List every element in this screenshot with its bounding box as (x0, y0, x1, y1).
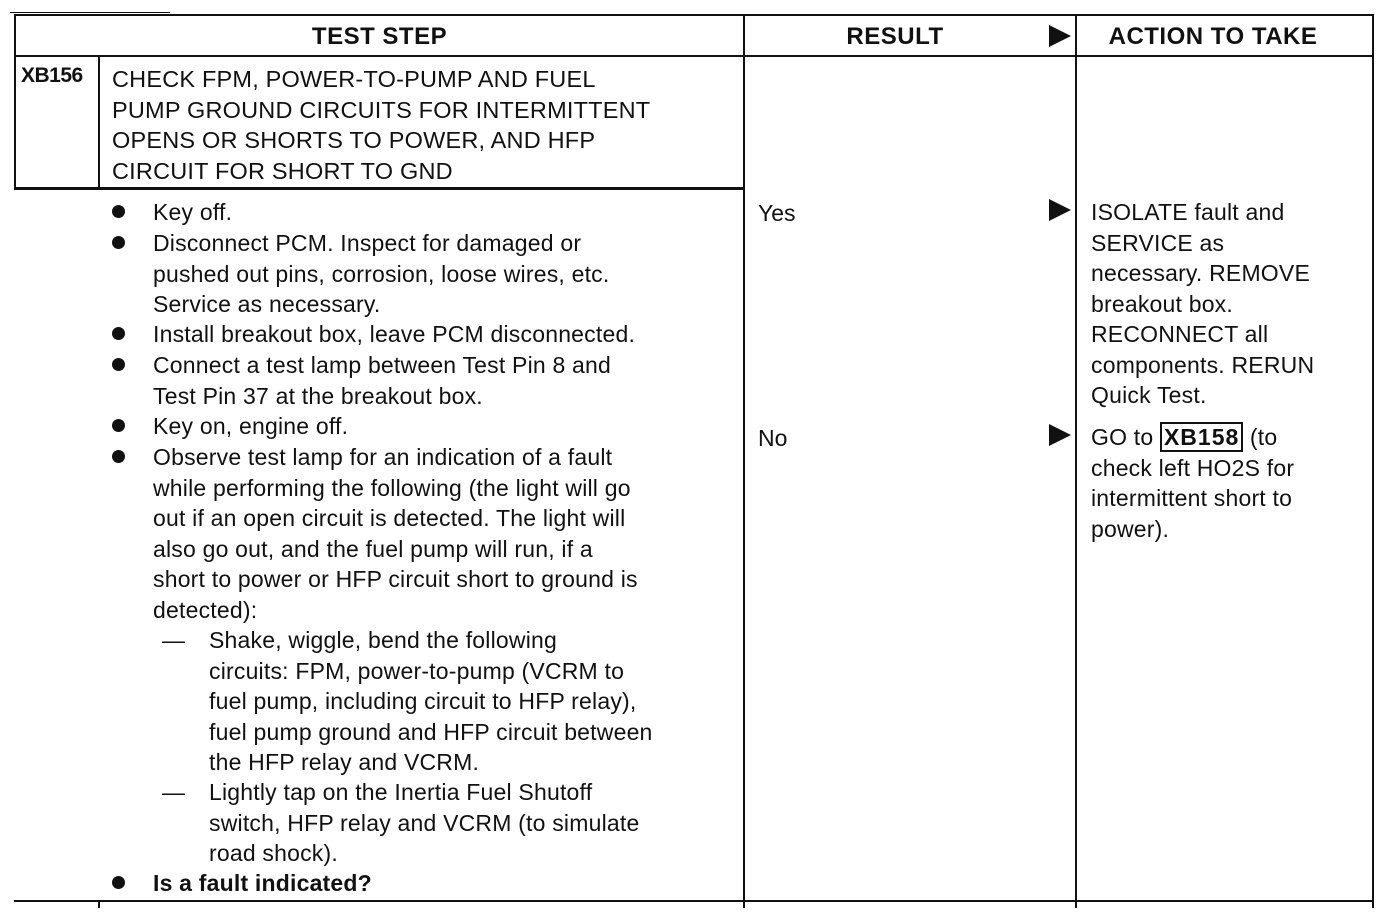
step-sub-item: Lightly tap on the Inertia Fuel Shutoff switch, HFP relay and VCRM (to simulate road shock). (209, 779, 640, 866)
bullet-icon (112, 327, 125, 340)
step-question: Is a fault indicated? (153, 870, 372, 896)
step-result-divider (743, 14, 745, 908)
header-arrow-icon (1049, 25, 1071, 47)
bullet-icon (112, 236, 125, 249)
step-item: Disconnect PCM. Inspect for damaged or pushed out pins, corrosion, loose wires, etc. Service as necessary. (153, 230, 610, 317)
dash-icon: — (162, 627, 185, 653)
bottom-rule (14, 900, 1374, 902)
bullet-icon (112, 205, 125, 218)
step-id: XB156 (21, 64, 83, 87)
step-title-line: OPENS OR SHORTS TO POWER, AND HFP (112, 127, 596, 153)
action-yes: ISOLATE fault and SERVICE as necessary. REMOVE breakout box. RECONNECT all components. RERUN Quick Test. (1091, 199, 1315, 408)
action-no-suffix: (to check left HO2S for intermittent short to power). (1091, 424, 1295, 542)
result-no-arrow-icon (1049, 424, 1071, 446)
bullet-icon (112, 876, 125, 889)
result-action-divider (1075, 14, 1077, 908)
step-title-line: PUMP GROUND CIRCUITS FOR INTERMITTENT (112, 96, 651, 123)
step-item: Connect a test lamp between Test Pin 8 and Test Pin 37 at the breakout box. (153, 352, 612, 409)
top-rule-short (10, 12, 170, 13)
step-item: Install breakout box, leave PCM disconnected. (153, 321, 636, 347)
header-result: RESULT (846, 23, 944, 50)
bullet-icon (112, 419, 125, 432)
step-item: Key off. (153, 199, 233, 225)
header-action: ACTION TO TAKE (1108, 23, 1318, 50)
step-sub-item: Shake, wiggle, bend the following circuits: FPM, power-to-pump (VCRM to fuel pump, including circuit to HFP relay), fuel pump ground and HFP circuit between the HFP relay and VCRM. (209, 627, 653, 775)
title-bottom-rule (14, 187, 745, 190)
step-item: Observe test lamp for an indication of a fault while performing the following (the light will go out if an open circuit is detected. The light will also go out, and the fuel pump will run, if a short to power or HFP circuit short to ground is detected): (153, 444, 638, 623)
bullet-icon (112, 450, 125, 463)
step-item: Key on, engine off. (153, 413, 349, 439)
id-divider (98, 56, 100, 189)
action-no (1091, 422, 1381, 544)
result-yes: Yes (758, 200, 796, 226)
step-title-line: CHECK FPM, POWER-TO-PUMP AND FUEL (112, 66, 596, 92)
step-reference-box[interactable]: XB158 (1160, 422, 1243, 452)
step-title (112, 64, 742, 186)
bullet-icon (112, 358, 125, 371)
step-title-line: CIRCUIT FOR SHORT TO GND (112, 157, 453, 184)
top-rule (14, 14, 1374, 16)
result-no: No (758, 425, 788, 451)
header-bottom-rule (14, 55, 1374, 57)
action-no-prefix: GO to (1091, 424, 1154, 450)
dash-icon: — (162, 779, 185, 805)
result-yes-arrow-icon (1049, 199, 1071, 221)
bottom-tick-left (98, 900, 100, 908)
header-test-step: TEST STEP (311, 23, 448, 50)
